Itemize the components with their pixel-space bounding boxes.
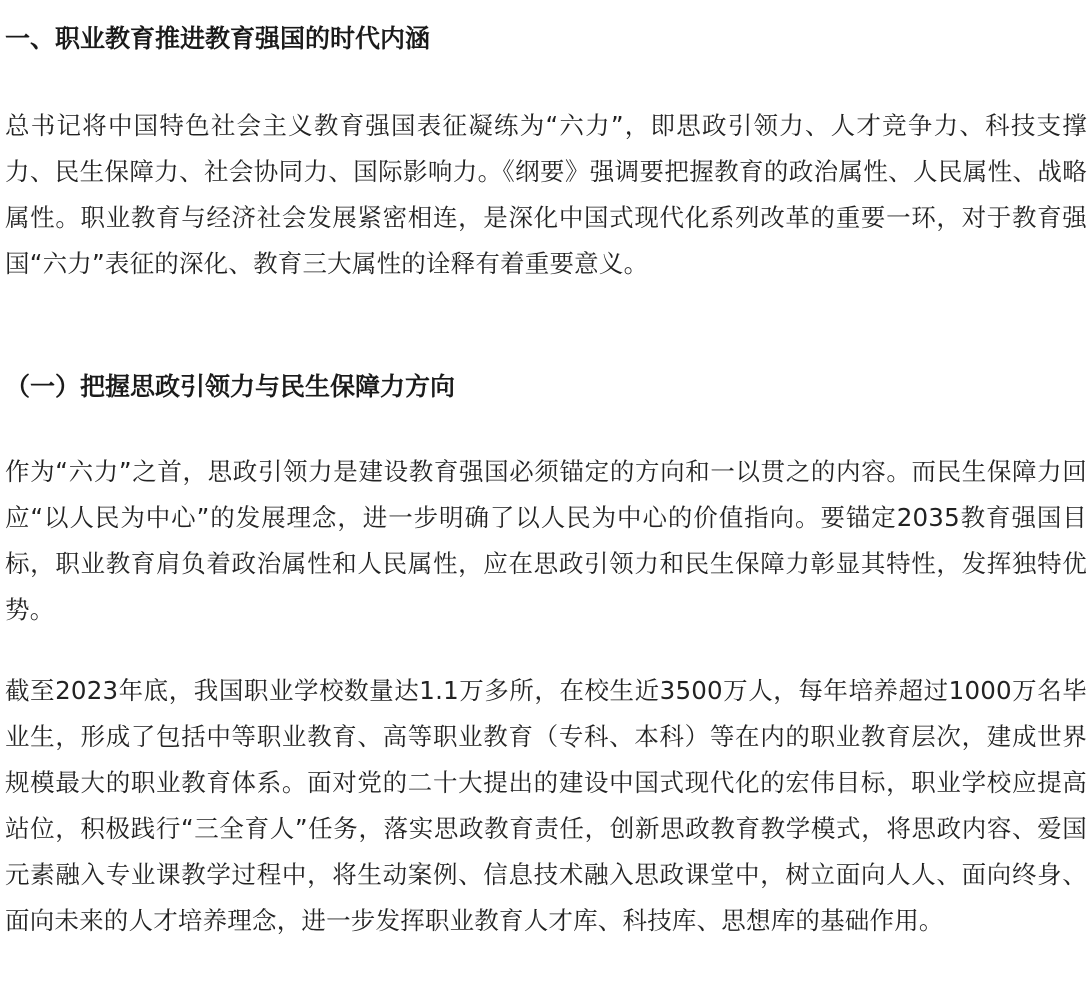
subsection-heading: （一）把握思政引领力与民生保障力方向	[5, 372, 456, 401]
paragraph-ideological-leadership: 作为“六力”之首，思政引领力是建设教育强国必须锚定的方向和一以贯之的内容。而民生保障力回应“以人民为中心”的发展理念，进一步明确了以人民为中心的价值指向。要锚定2035教育强国目标，职业教育肩负着政治属性和人民属性，应在思政引领力和民生保障力彰显其特性，发挥独特优势。	[5, 457, 1087, 624]
paragraph-vocational-statistics: 截至2023年底，我国职业学校数量达1.1万多所，在校生近3500万人，每年培养超过1000万名毕业生，形成了包括中等职业教育、高等职业教育（专科、本科）等在内的职业教育层次，建成世界规模最大的职业教育体系。面对党的二十大提出的建设中国式现代化的宏伟目标，职业学校应提高站位，积极践行“三全育人”任务，落实思政教育责任，创新思政教育教学模式，将思政内容、爱国元素融入专业课教学过程中，将生动案例、信息技术融入思政课堂中，树立面向人人、面向终身、面向未来的人才培养理念，进一步发挥职业教育人才库、科技库、思想库的基础作用。	[5, 676, 1087, 935]
section-heading: 一、职业教育推进教育强国的时代内涵	[5, 24, 431, 53]
paragraph-intro: 总书记将中国特色社会主义教育强国表征凝练为“六力”，即思政引领力、人才竞争力、科技支撑力、民生保障力、社会协同力、国际影响力。《纲要》强调要把握教育的政治属性、人民属性、战略属性。职业教育与经济社会发展紧密相连，是深化中国式现代化系列改革的重要一环，对于教育强国“六力”表征的深化、教育三大属性的诠释有着重要意义。	[5, 111, 1087, 278]
